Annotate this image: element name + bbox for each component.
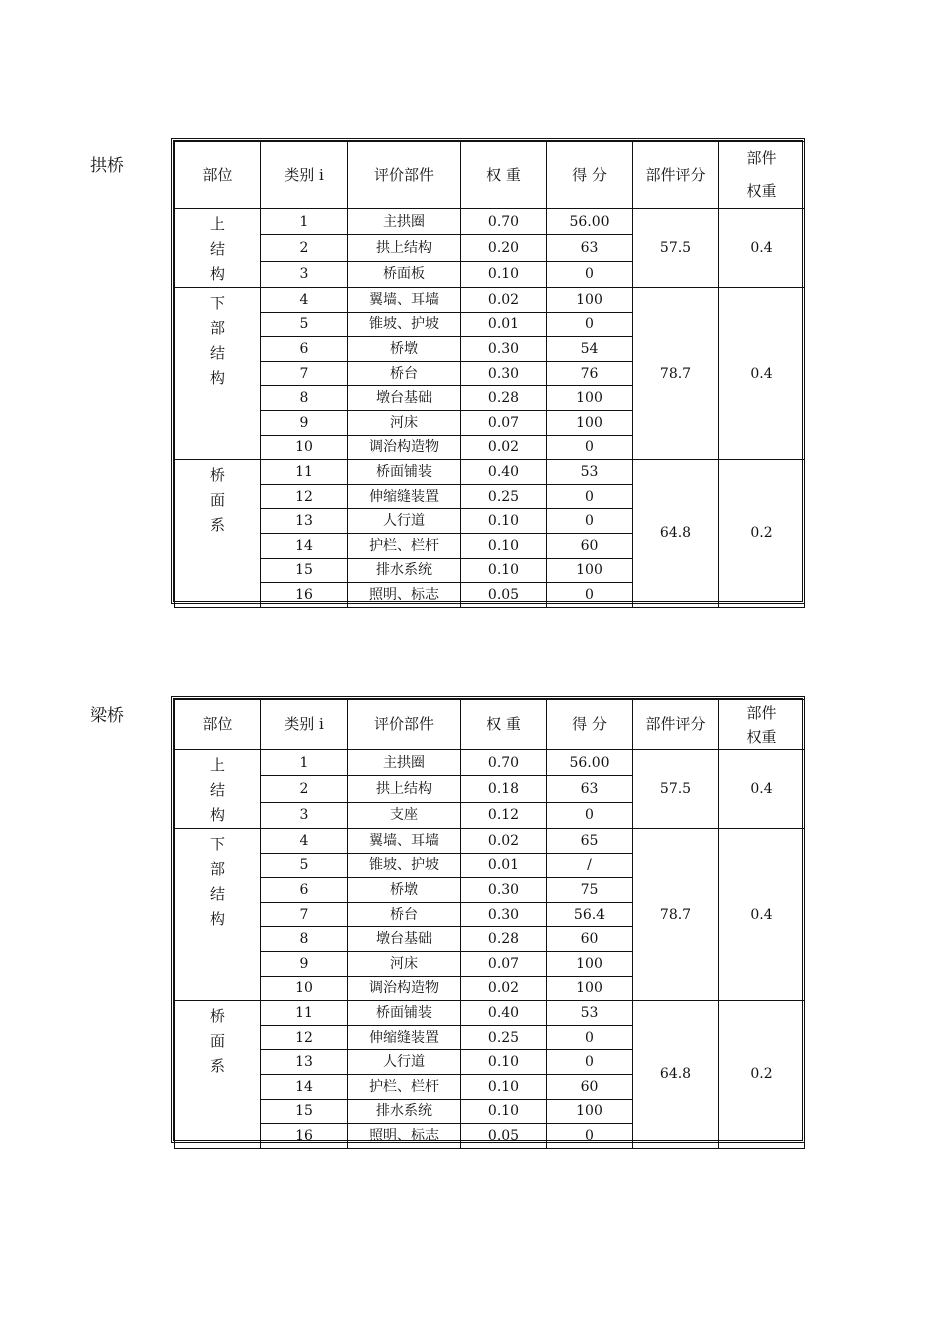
score-value: 0 (547, 802, 633, 828)
category-number: 11 (261, 1001, 348, 1026)
category-number: 2 (261, 776, 348, 802)
weight-value: 0.30 (461, 337, 547, 362)
table-row (175, 209, 805, 235)
component-name: 伸缩缝装置 (348, 1025, 461, 1050)
weight-value: 0.10 (461, 261, 547, 287)
weight-value: 0.30 (461, 878, 547, 903)
category-number: 9 (261, 951, 348, 976)
category-number: 12 (261, 1025, 348, 1050)
weight-value: 0.30 (461, 361, 547, 386)
weight-value: 0.28 (461, 386, 547, 411)
component-name: 翼墙、耳墙 (348, 288, 461, 313)
header-component-weight-line2: 权重 (746, 182, 777, 200)
category-number: 7 (261, 361, 348, 386)
score-value: 0 (547, 1050, 633, 1075)
component-name: 锥坡、护坡 (348, 853, 461, 878)
table-row (175, 829, 805, 854)
score-value: 100 (547, 410, 633, 435)
header-component-weight-line1: 部件 (746, 149, 777, 167)
part-cell (175, 209, 261, 288)
component-weight-cell: 0.4 (719, 750, 805, 829)
score-value: 53 (547, 460, 633, 485)
header-weight: 权 重 (461, 700, 547, 750)
weight-value: 0.05 (461, 1124, 547, 1149)
table-row (175, 750, 805, 776)
score-value: 56.00 (547, 750, 633, 776)
category-number: 7 (261, 902, 348, 927)
category-number: 6 (261, 878, 348, 903)
weight-value: 0.25 (461, 1025, 547, 1050)
component-weight-cell: 0.4 (719, 209, 805, 288)
header-weight: 权 重 (461, 142, 547, 209)
part-label: 桥面系 (210, 466, 226, 535)
category-number: 5 (261, 853, 348, 878)
score-value: 75 (547, 878, 633, 903)
weight-value: 0.02 (461, 435, 547, 460)
score-value: 63 (547, 235, 633, 261)
part-label: 上结构 (210, 756, 226, 824)
score-value: / (547, 853, 633, 878)
category-number: 3 (261, 261, 348, 287)
category-number: 6 (261, 337, 348, 362)
component-weight-cell: 0.4 (719, 829, 805, 1001)
weight-value: 0.10 (461, 509, 547, 534)
part-label: 下部结构 (210, 294, 226, 387)
header-component-weight-line2: 权重 (746, 727, 777, 746)
weight-value: 0.28 (461, 927, 547, 952)
component-name: 主拱圈 (348, 750, 461, 776)
part-cell (175, 750, 261, 829)
component-name: 锥坡、护坡 (348, 312, 461, 337)
category-number: 10 (261, 976, 348, 1001)
score-value: 0 (547, 583, 633, 608)
score-value: 60 (547, 533, 633, 558)
part-label: 下部结构 (210, 835, 226, 928)
weight-value: 0.07 (461, 410, 547, 435)
component-weight-cell: 0.2 (719, 460, 805, 608)
component-rating-cell: 57.5 (633, 209, 719, 288)
weight-value: 0.07 (461, 951, 547, 976)
weight-value: 0.05 (461, 583, 547, 608)
weight-value: 0.40 (461, 460, 547, 485)
score-value: 76 (547, 361, 633, 386)
score-value: 54 (547, 337, 633, 362)
header-score: 得 分 (547, 142, 633, 209)
component-rating-cell: 57.5 (633, 750, 719, 829)
component-name: 排水系统 (348, 558, 461, 583)
score-value: 56.00 (547, 209, 633, 235)
header-part: 部位 (175, 142, 261, 209)
component-name: 主拱圈 (348, 209, 461, 235)
score-value: 56.4 (547, 902, 633, 927)
component-name: 翼墙、耳墙 (348, 829, 461, 854)
score-value: 100 (547, 951, 633, 976)
part-cell (175, 829, 261, 1001)
part-label: 上结构 (210, 215, 226, 283)
component-rating-cell: 78.7 (633, 288, 719, 460)
component-name: 河床 (348, 951, 461, 976)
header-category: 类别 i (261, 142, 348, 209)
part-cell (175, 288, 261, 460)
weight-value: 0.40 (461, 1001, 547, 1026)
category-number: 8 (261, 386, 348, 411)
category-number: 3 (261, 802, 348, 828)
weight-value: 0.02 (461, 288, 547, 313)
category-number: 4 (261, 829, 348, 854)
component-name: 调治构造物 (348, 976, 461, 1001)
table-row (175, 460, 805, 485)
category-number: 9 (261, 410, 348, 435)
category-number: 13 (261, 509, 348, 534)
weight-value: 0.10 (461, 1050, 547, 1075)
score-value: 65 (547, 829, 633, 854)
category-number: 12 (261, 484, 348, 509)
header-part: 部位 (175, 700, 261, 750)
header-score: 得 分 (547, 700, 633, 750)
category-number: 11 (261, 460, 348, 485)
component-weight-cell: 0.4 (719, 288, 805, 460)
score-value: 0 (547, 484, 633, 509)
weight-value: 0.10 (461, 533, 547, 558)
header-component-weight (719, 700, 805, 750)
category-number: 10 (261, 435, 348, 460)
header-component-rating: 部件评分 (633, 700, 719, 750)
category-number: 14 (261, 533, 348, 558)
score-value: 60 (547, 927, 633, 952)
score-value: 0 (547, 1124, 633, 1149)
component-name: 人行道 (348, 1050, 461, 1075)
component-name: 支座 (348, 802, 461, 828)
component-rating-cell: 64.8 (633, 1001, 719, 1149)
part-cell (175, 1001, 261, 1149)
component-name: 护栏、栏杆 (348, 1074, 461, 1099)
component-name: 桥面板 (348, 261, 461, 287)
component-name: 桥面铺装 (348, 1001, 461, 1026)
category-number: 2 (261, 235, 348, 261)
category-number: 13 (261, 1050, 348, 1075)
category-number: 8 (261, 927, 348, 952)
component-name: 排水系统 (348, 1099, 461, 1124)
table-row (175, 1001, 805, 1026)
category-number: 16 (261, 1124, 348, 1149)
score-value: 0 (547, 435, 633, 460)
score-value: 100 (547, 386, 633, 411)
score-value: 60 (547, 1074, 633, 1099)
weight-value: 0.02 (461, 976, 547, 1001)
component-name: 桥墩 (348, 878, 461, 903)
evaluation-table (171, 696, 805, 1143)
score-value: 0 (547, 509, 633, 534)
weight-value: 0.20 (461, 235, 547, 261)
category-number: 14 (261, 1074, 348, 1099)
category-number: 16 (261, 583, 348, 608)
score-value: 63 (547, 776, 633, 802)
weight-value: 0.10 (461, 558, 547, 583)
component-name: 河床 (348, 410, 461, 435)
score-value: 100 (547, 1099, 633, 1124)
component-name: 桥台 (348, 361, 461, 386)
category-number: 5 (261, 312, 348, 337)
weight-value: 0.10 (461, 1074, 547, 1099)
component-name: 人行道 (348, 509, 461, 534)
component-rating-cell: 78.7 (633, 829, 719, 1001)
component-name: 拱上结构 (348, 776, 461, 802)
score-value: 100 (547, 288, 633, 313)
weight-value: 0.30 (461, 902, 547, 927)
component-name: 护栏、栏杆 (348, 533, 461, 558)
component-name: 伸缩缝装置 (348, 484, 461, 509)
component-name: 桥台 (348, 902, 461, 927)
score-value: 100 (547, 976, 633, 1001)
category-number: 15 (261, 1099, 348, 1124)
weight-value: 0.10 (461, 1099, 547, 1124)
part-cell (175, 460, 261, 608)
score-value: 0 (547, 312, 633, 337)
category-number: 15 (261, 558, 348, 583)
component-name: 调治构造物 (348, 435, 461, 460)
score-value: 0 (547, 1025, 633, 1050)
table-row (175, 288, 805, 313)
weight-value: 0.01 (461, 312, 547, 337)
score-value: 0 (547, 261, 633, 287)
component-name: 拱上结构 (348, 235, 461, 261)
header-component-rating: 部件评分 (633, 142, 719, 209)
header-component: 评价部件 (348, 700, 461, 750)
weight-value: 0.25 (461, 484, 547, 509)
section-title: 拱桥 (90, 156, 124, 176)
component-name: 照明、标志 (348, 583, 461, 608)
header-component-weight (719, 142, 805, 209)
category-number: 4 (261, 288, 348, 313)
evaluation-table (171, 138, 805, 604)
section-title: 梁桥 (90, 706, 124, 726)
component-name: 桥墩 (348, 337, 461, 362)
header-component-weight-line1: 部件 (746, 703, 777, 722)
category-number: 1 (261, 750, 348, 776)
component-weight-cell: 0.2 (719, 1001, 805, 1149)
part-label: 桥面系 (210, 1007, 226, 1076)
header-category: 类别 i (261, 700, 348, 750)
weight-value: 0.01 (461, 853, 547, 878)
weight-value: 0.12 (461, 802, 547, 828)
weight-value: 0.18 (461, 776, 547, 802)
component-rating-cell: 64.8 (633, 460, 719, 608)
component-name: 墩台基础 (348, 927, 461, 952)
weight-value: 0.70 (461, 750, 547, 776)
weight-value: 0.02 (461, 829, 547, 854)
score-value: 100 (547, 558, 633, 583)
component-name: 墩台基础 (348, 386, 461, 411)
header-component: 评价部件 (348, 142, 461, 209)
category-number: 1 (261, 209, 348, 235)
score-value: 53 (547, 1001, 633, 1026)
component-name: 照明、标志 (348, 1124, 461, 1149)
weight-value: 0.70 (461, 209, 547, 235)
component-name: 桥面铺装 (348, 460, 461, 485)
